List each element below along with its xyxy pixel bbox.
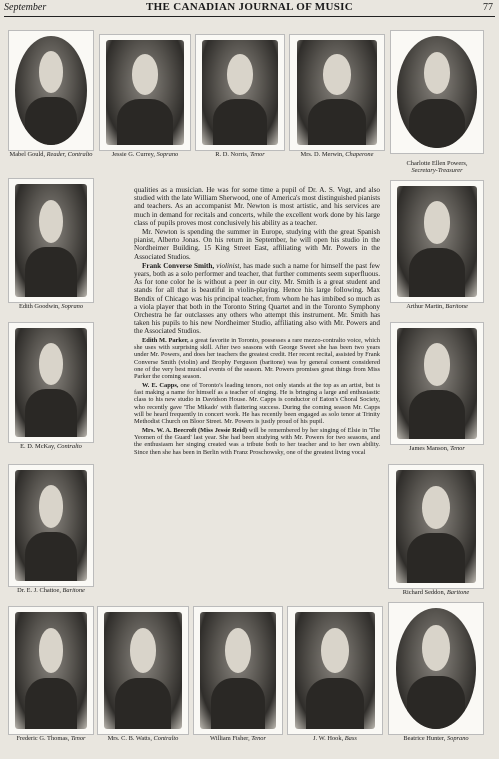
portrait-caption: Arthur Martin, Baritone (406, 303, 468, 310)
portrait-jessie-currey (99, 34, 191, 164)
portrait-frame (390, 180, 484, 303)
portrait-frame (8, 30, 94, 151)
portrait-frame (390, 322, 484, 445)
portrait-photo (397, 186, 476, 297)
portrait-photo (106, 40, 183, 146)
article-paragraph: qualities as a musician. He was for some time a pupil of Dr. A. S. Vogt, and also studied with the late William Sherwood, one of America's most distinguished pianists and teachers. As an accompanist Mr. Newton is most artistic, and his services are much in demand for recitals and concerts, while the excellent work done by his large class of pupils proves most conclusively his ability as a teacher. (134, 186, 380, 227)
portrait-photo (397, 328, 476, 439)
portrait-caption: Mabel Gould, Reader, Contralto (9, 151, 93, 158)
portrait-caption: Frederic G. Thomas, Tenor (16, 735, 86, 742)
portrait-arthur-martin (390, 180, 484, 316)
article-paragraph: Frank Converse Smith, violinist, has made such a name for himself the past few years, both as a solo performer and teacher, that further comments seem superfluous. As for tone color he is without a peer in our city. Mr. Smith is a great student and stands for all that is beautiful in violin-playing. Hence his large following. Max Bendix of Chicago was his principal teacher, from whom he has imbibed so much as a viola player that both in the Toronto String Quartet and in the Toronto Symphony Orchestra he far outclasses any others who attempt this instrument. Mr. Smith has taken his pupils to his new Nordheimer Studio, affiliating also with Mr. Powers and the Associated Studios. (134, 261, 380, 336)
portrait-mrs-merwin (289, 34, 385, 164)
portrait-caption: Dr. E. J. Chattoe, Baritone (17, 587, 85, 594)
portrait-frame (195, 34, 285, 151)
portrait-ej-chattoe (8, 464, 94, 600)
portrait-photo (15, 184, 87, 297)
portrait-caption: R. D. Norris, Tenor (215, 151, 265, 158)
portrait-frame (8, 464, 94, 587)
portrait-frame (193, 606, 283, 735)
portrait-charlotte-powers (390, 30, 484, 172)
journal-title: THE CANADIAN JOURNAL OF MUSIC (146, 1, 353, 13)
portrait-frame (8, 606, 94, 735)
portrait-caption: James Manson, Tenor (409, 445, 465, 452)
portrait-frame (287, 606, 383, 735)
portrait-photo (200, 612, 276, 729)
portrait-rd-norris (195, 34, 285, 164)
portrait-caption: Mrs. C. B. Watts, Contralto (107, 735, 179, 742)
portrait-jw-hook (287, 606, 383, 748)
portrait-frame (99, 34, 191, 151)
portrait-mrs-watts (97, 606, 189, 748)
portrait-william-fisher (193, 606, 283, 748)
portrait-photo (15, 328, 87, 437)
portrait-photo (202, 40, 278, 146)
portrait-beatrice-hunter (388, 602, 484, 748)
portrait-photo (295, 612, 376, 729)
portrait-caption: J. W. Hook, Bass (313, 735, 357, 742)
portrait-richard-seddon (388, 464, 484, 602)
portrait-caption: Edith Goodwin, Soprano (18, 303, 84, 310)
article-paragraph: Mrs. W. A. Beecroft (Miss Jessie Reid) will be remembered by her singing of Elsie in 'The Yeomen of the Guard' last year. She had been studying with Mr. Powers for two seasons, and the enthusiasm her singing created was a tribute both to her teacher and to her own ability. Since then she has been in Berlin with Franz Proschowsky, one of the greatest living vocal (134, 426, 380, 456)
portrait-mabel-gould (8, 30, 94, 164)
portrait-photo (15, 612, 87, 729)
portrait-photo (15, 36, 87, 145)
page-header (0, 0, 499, 16)
portrait-caption: Richard Seddon, Baritone (402, 589, 470, 596)
portrait-caption: Mrs. D. Merwin, Chaperone (300, 151, 374, 158)
portrait-caption: Charlotte Ellen Powers, Secretary-Treasurer (406, 160, 468, 174)
portrait-edith-goodwin (8, 178, 94, 316)
portrait-caption: William Fisher, Tenor (210, 735, 266, 742)
portrait-frame (390, 30, 484, 154)
portrait-frame (8, 322, 94, 443)
article-paragraph: Mr. Newton is spending the summer in Europe, studying with the great Spanish pianist, Alberto Jonas. On his return in September, he will open his studio in the Nordheimer Building, 15 King Street East, affiliating with Mr. Powers in the Associated Studios. (134, 228, 380, 261)
portrait-frame (97, 606, 189, 735)
article-text (134, 186, 380, 604)
portrait-photo (15, 470, 87, 581)
portrait-photo (397, 36, 476, 148)
portrait-photo (396, 470, 477, 583)
portrait-james-manson (390, 322, 484, 458)
header-rule (4, 16, 495, 17)
header-month: September (4, 2, 47, 13)
article-paragraph: W. E. Capps, one of Toronto's leading tenors, not only stands at the top as an artist, but is fast making a name for himself as a teacher of singing. He is bringing a large and enthusiastic class to his new studio in Davidson House. Mr. Capps is conductor of Eaton's Choral Society, who recently gave 'The Mikado' with flattering success. During the coming season Mr. Capps will be heard frequently in concert work. He has recently been engaged as solo tenor at Trinity Methodist Church on Bloor Street. Mr. Powers is justly proud of his pupil. (134, 381, 380, 426)
portrait-frame (289, 34, 385, 151)
page-number: 77 (483, 2, 493, 13)
portrait-frame (388, 464, 484, 589)
portrait-frame (388, 602, 484, 735)
portrait-photo (297, 40, 378, 146)
article-paragraph: Edith M. Parker, a great favorite in Toronto, possesses a rare mezzo-contralto voice, which she uses with surprising skill. After two seasons with George Sweet she has been two years under Mr. Powers, and does her teachers the greatest credit. Her recent recital, assisted by Frank Converse Smith (violin) and Brophy Ferguson (baritone) was by general consent considered one of the very best musical events of the season. Mr. Powers promises great things from Miss Parker the coming season. (134, 336, 380, 381)
portrait-frederic-thomas (8, 606, 94, 748)
portrait-frame (8, 178, 94, 303)
portrait-caption: Jessie G. Currey, Soprano (111, 151, 179, 158)
portrait-ed-mckay (8, 322, 94, 456)
portrait-caption: Beatrice Hunter, Soprano (403, 735, 469, 742)
portrait-caption: E. D. McKay, Contralto (20, 443, 82, 450)
portrait-photo (396, 608, 477, 729)
portrait-photo (104, 612, 181, 729)
